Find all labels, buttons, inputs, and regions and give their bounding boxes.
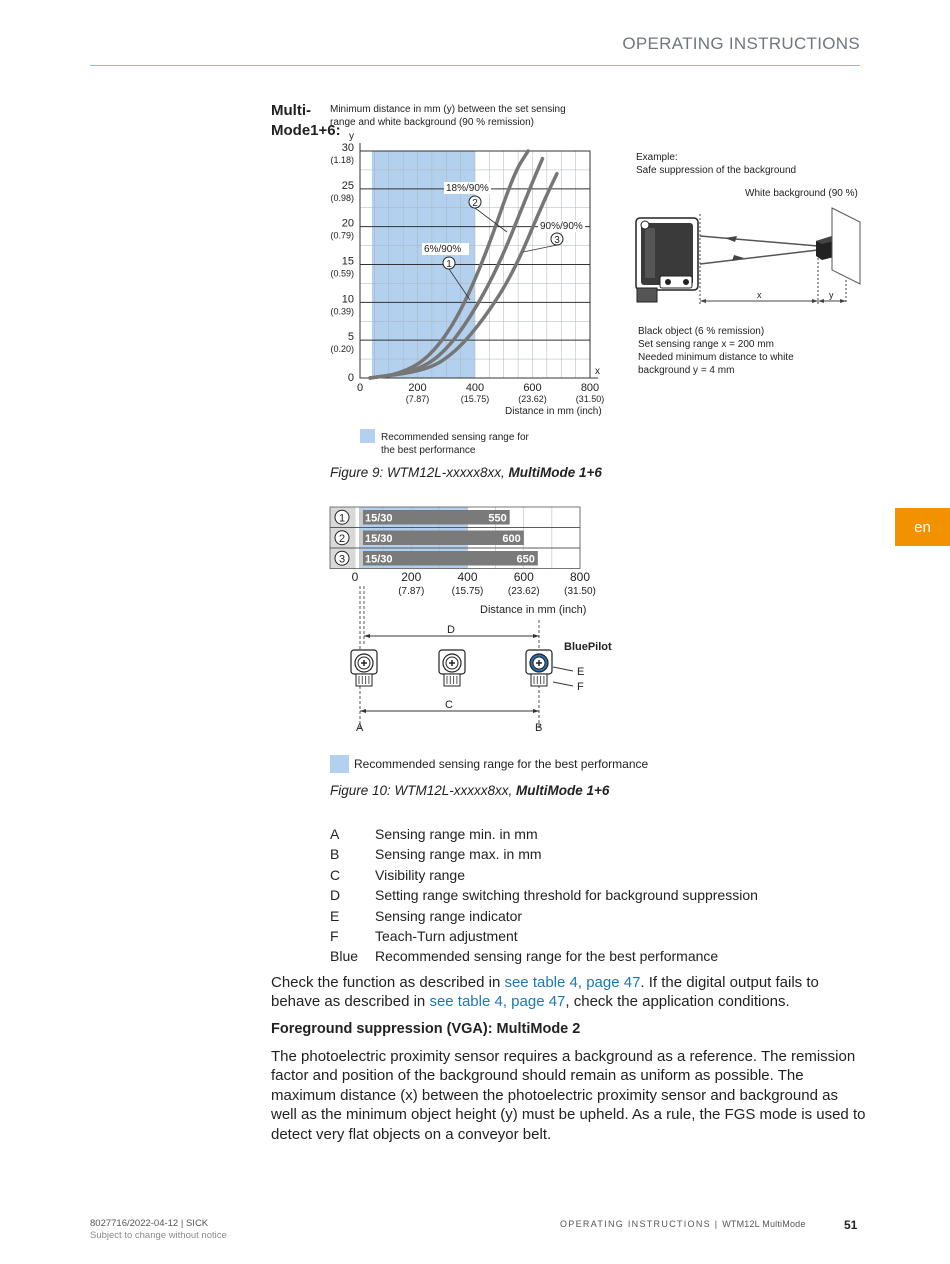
figure10-caption-bold: MultiMode 1+6 bbox=[516, 783, 610, 798]
check-function-paragraph bbox=[271, 973, 866, 1012]
x-tick-inch-label: (7.87) bbox=[405, 394, 430, 404]
figure10-bar-table bbox=[330, 507, 596, 597]
footer-notice: Subject to change without notice bbox=[90, 1230, 227, 1241]
x-tick-label: 0 bbox=[356, 382, 364, 394]
knob-connector bbox=[356, 674, 372, 686]
y-tick-inch-label: (0.39) bbox=[330, 306, 354, 317]
teach-turn-knob-icon bbox=[526, 650, 552, 686]
example-note-2: Set sensing range x = 200 mm bbox=[638, 339, 774, 350]
fig10-bar-start-marker bbox=[359, 531, 363, 546]
fig10-row-number: 1 bbox=[338, 512, 346, 525]
page-number: 51 bbox=[844, 1218, 858, 1232]
dim-y-label: y bbox=[829, 290, 834, 300]
figure10-diagram bbox=[0, 500, 950, 750]
y-tick-label: 20 bbox=[341, 217, 354, 230]
footer-section-label: OPERATING INSTRUCTIONS | bbox=[560, 1219, 723, 1229]
teach-turn-knob-icon bbox=[439, 650, 465, 686]
x-tick-label: 800 bbox=[580, 382, 600, 394]
footer-product: WTM12L MultiMode bbox=[722, 1219, 806, 1229]
fig10-x-tick-label: 200 bbox=[401, 570, 422, 584]
fig10-bar-max-label: 550 bbox=[488, 512, 507, 525]
definition-value: Teach-Turn adjustment bbox=[375, 927, 518, 944]
section-side-label: Multi-Mode1+6: bbox=[271, 102, 341, 139]
y-axis-label: y bbox=[349, 131, 354, 142]
fig10-bar-start-marker bbox=[359, 551, 363, 566]
fig10-bar-max-label: 600 bbox=[502, 532, 521, 545]
definition-list bbox=[330, 824, 758, 967]
x-tick-label: 200 bbox=[408, 382, 427, 394]
y-tick-label: 30 bbox=[341, 142, 354, 154]
legend-line1: Recommended sensing range for bbox=[381, 432, 529, 443]
chart-title-line1: Minimum distance in mm (y) between the set sensing bbox=[330, 104, 566, 115]
figure9-caption bbox=[330, 465, 602, 480]
definition-key: E bbox=[330, 907, 340, 924]
example-illustration bbox=[636, 152, 860, 376]
legend-line2: the best performance bbox=[381, 445, 476, 456]
chart-title-line2: range and white background (90 % remission) bbox=[330, 117, 534, 128]
example-label: Example: bbox=[636, 152, 678, 163]
x-tick-label: 400 bbox=[465, 382, 485, 394]
figure9-chart bbox=[0, 0, 950, 480]
body-paragraph: The photoelectric proximity sensor requires a background as a reference. The remission factor and position of the background should remain as uniform as possible. The maximum distance (x) between the photoelectric proximity sensor and background as well as the minimum object height (y) must be upheld. As a rule, the FGS mode is used to detect very flat objects on a conveyor belt. bbox=[271, 1048, 866, 1143]
fig10-row-number: 3 bbox=[338, 553, 346, 566]
check-text-1: Check the function as described in bbox=[271, 974, 505, 991]
example-note-3: Needed minimum distance to white bbox=[638, 352, 794, 363]
figure9-plot-area bbox=[330, 142, 604, 404]
footer-doc-id: 8027716/2022-04-12 | SICK bbox=[90, 1218, 209, 1229]
definition-key: C bbox=[330, 866, 341, 883]
x-tick-inch-label: (31.50) bbox=[575, 394, 605, 404]
section-heading: Foreground suppression (VGA): MultiMode 2 bbox=[271, 1021, 581, 1037]
y-tick-inch-label: (0.79) bbox=[330, 230, 354, 241]
knob-connector bbox=[531, 674, 547, 686]
table-link-1[interactable]: see table 4, page 47 bbox=[504, 974, 641, 991]
y-tick-inch-label: (0.98) bbox=[330, 192, 354, 203]
definition-value: Sensing range min. in mm bbox=[375, 826, 538, 842]
definition-key: A bbox=[330, 826, 340, 842]
curve-number: 2 bbox=[472, 198, 478, 209]
definition-key: D bbox=[330, 887, 341, 904]
fig10-x-tick-inch-label: (15.75) bbox=[451, 586, 484, 597]
fig10-x-tick-inch-label: (23.62) bbox=[507, 586, 540, 597]
fig10-x-tick-label: 800 bbox=[569, 570, 591, 584]
footer-section bbox=[560, 1219, 806, 1229]
fig10-legend-swatch bbox=[330, 755, 349, 773]
curve-number: 1 bbox=[446, 259, 452, 270]
definition-row bbox=[330, 946, 758, 966]
fig10-bar-range-label: 15/30 bbox=[365, 553, 393, 566]
dim-x-label: x bbox=[757, 290, 762, 300]
legend-swatch bbox=[360, 429, 375, 443]
definition-row bbox=[330, 885, 758, 905]
x-tick-inch-label: (15.75) bbox=[460, 394, 490, 404]
curve-label: 6%/90% bbox=[424, 244, 462, 255]
y-tick-label: 0 bbox=[347, 372, 354, 384]
figure10-caption bbox=[330, 783, 609, 798]
y-tick-inch-label: (0.59) bbox=[330, 268, 354, 279]
y-tick-inch-label: (1.18) bbox=[330, 155, 354, 165]
fig10-x-axis-title: Distance in mm (inch) bbox=[480, 604, 587, 616]
sensor-icon bbox=[636, 218, 698, 302]
definition-row bbox=[330, 906, 758, 926]
label-C: C bbox=[445, 699, 453, 711]
teach-turn-knob-icon bbox=[351, 650, 377, 686]
label-A: A bbox=[356, 722, 364, 734]
teach-turn-knobs bbox=[351, 650, 552, 686]
curve-number: 3 bbox=[554, 235, 560, 246]
x-tick-label: 600 bbox=[523, 382, 542, 394]
definition-key: F bbox=[330, 927, 339, 944]
check-text-2: . If the digital output fails to behave as described in bbox=[271, 974, 819, 1011]
fig10-x-tick-label: 400 bbox=[457, 570, 478, 584]
fig10-bar-max-label: 650 bbox=[516, 553, 535, 566]
definition-value: Sensing range indicator bbox=[375, 907, 523, 924]
definition-value: Recommended sensing range for the best performance bbox=[375, 948, 719, 965]
curve-leader-line bbox=[523, 245, 557, 252]
fig10-x-tick-inch-label: (7.87) bbox=[398, 586, 425, 597]
definition-value: Sensing range max. in mm bbox=[375, 846, 542, 863]
label-D: D bbox=[447, 624, 455, 636]
language-tab[interactable]: en bbox=[895, 508, 950, 546]
definition-row bbox=[330, 865, 758, 885]
example-note-4: background y = 4 mm bbox=[638, 365, 735, 376]
y-tick-label: 15 bbox=[341, 255, 354, 268]
fig10-bar-range-label: 15/30 bbox=[365, 512, 393, 525]
fig10-x-tick-inch-label: (31.50) bbox=[564, 586, 596, 597]
fig10-x-tick-label: 0 bbox=[351, 570, 359, 584]
definition-key: B bbox=[330, 846, 340, 863]
footer-doc-info bbox=[90, 1218, 227, 1242]
fig10-bar-range-label: 15/30 bbox=[365, 532, 393, 545]
curve-label: 90%/90% bbox=[540, 221, 583, 232]
fig10-x-tick-label: 600 bbox=[513, 570, 534, 584]
x-axis-label: x bbox=[595, 366, 600, 377]
white-background-icon bbox=[832, 208, 860, 284]
x-tick-inch-label: (23.62) bbox=[518, 394, 547, 404]
fig10-bar-start-marker bbox=[359, 510, 363, 525]
y-tick-label: 10 bbox=[341, 293, 354, 306]
label-F: F bbox=[577, 681, 584, 693]
white-background-label: White background (90 %) bbox=[745, 188, 858, 199]
figure9-caption-bold: MultiMode 1+6 bbox=[508, 465, 602, 480]
figure10-caption-prefix: Figure 10: WTM12L-xxxxx8xx, bbox=[330, 783, 517, 798]
label-B: B bbox=[535, 722, 543, 734]
x-axis-title: Distance in mm (inch) bbox=[505, 406, 602, 417]
curve-label: 18%/90% bbox=[446, 183, 489, 194]
y-tick-inch-label: (0.20) bbox=[330, 344, 354, 355]
bluepilot-label: BluePilot bbox=[564, 641, 612, 653]
definition-value: Setting range switching threshold for background suppression bbox=[375, 887, 758, 904]
definition-row bbox=[330, 824, 758, 844]
fig10-legend-text: Recommended sensing range for the best performance bbox=[354, 757, 649, 771]
definition-key: Blue bbox=[330, 948, 359, 965]
definition-row bbox=[330, 844, 758, 864]
knob-connector bbox=[444, 674, 460, 686]
definition-value: Visibility range bbox=[375, 866, 466, 883]
example-note-1: Black object (6 % remission) bbox=[638, 326, 765, 337]
y-tick-label: 25 bbox=[341, 179, 354, 192]
check-text-3: , check the application conditions. bbox=[565, 993, 790, 1011]
figure9-caption-prefix: Figure 9: WTM12L-xxxxx8xx, bbox=[330, 465, 509, 480]
example-subtitle: Safe suppression of the background bbox=[636, 165, 797, 176]
table-link-2[interactable]: see table 4, page 47 bbox=[429, 993, 566, 1011]
label-E: E bbox=[577, 666, 585, 678]
definition-row bbox=[330, 926, 758, 946]
page-header-title: OPERATING INSTRUCTIONS bbox=[622, 34, 860, 53]
fig10-row-number: 2 bbox=[338, 532, 346, 545]
y-tick-label: 5 bbox=[347, 331, 354, 344]
